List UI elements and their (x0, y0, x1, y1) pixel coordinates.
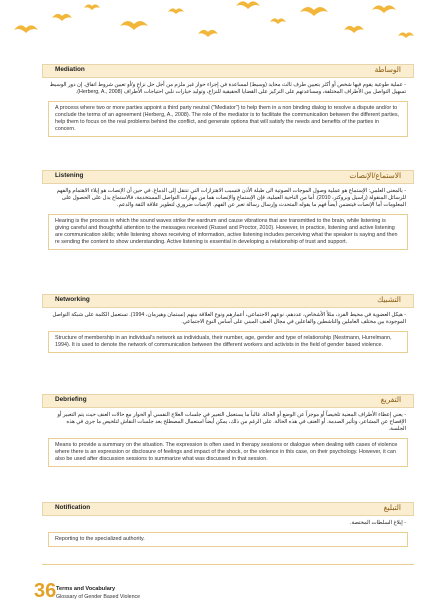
entry-body-ar: - بالمعنى العلمي: الإستماع هو عملية وصول الموجات الصوتية الى طبلة الأذن فتسبب الاهتزازات التي تنتقل إلى الدماغ. في حين أن الإنصات هو إيلاء الاهتمام والفهم للرسائل المنقولة (راسيل وبروكتر، 2010). أما من الناحية العملية، فإن الإستماع والإنصات هما من مهارات التواصل المستخدمة، فالاستماع يدل على الحصول على المعلومات أما الإنصات فيتضمن أيضاً فهم ما يقوله المتحدث وإرسال رسالة تعبر عن الفهم. الإنصات ضروري لتطوير علاقة الثقة والدعم. (56, 188, 406, 208)
entry-body-en: A process where two or more parties appoint a third party neutral ("Mediator") to help them in a non binding dialog to resolve a dispute and/or to conclude the terms of an agreement (Herberg, A., 2008). The role of the mediator is to facilitate the communication between the different parties, help them to focus on the real problems behind the conflict, and generate options that will satisfy the needs and benefits of the parties in concern. (48, 101, 408, 137)
glossary-entry-listening (42, 170, 414, 250)
entry-title-en: Notification (55, 504, 91, 511)
birds-decoration (0, 0, 424, 62)
footer-title: Terms and Vocabulary (56, 586, 116, 592)
bottom-rule (42, 564, 414, 565)
entry-title-ar: الاستماع/الإنصات (349, 171, 401, 180)
entry-header (42, 64, 414, 78)
entry-title-en: Networking (55, 296, 90, 303)
entry-title-en: Debriefing (55, 396, 87, 403)
entry-title-ar: الوساطة (374, 65, 401, 74)
entry-body-ar: - إبلاغ السلطات المختصة. (349, 520, 406, 526)
entry-header (42, 294, 414, 308)
entry-title-en: Mediation (55, 66, 85, 73)
glossary-entry-networking (42, 294, 414, 353)
footer-subtitle: Glossary of Gender Based Violence (56, 594, 141, 600)
glossary-entry-mediation (42, 64, 414, 137)
entry-body-en: Structure of membership in an individual's network as individuals, their number, age, gender and type of relationship (Nestmann, Hurrelmann, 1994). It is used to denote the network of communication between the different workers and activists in the field of gender based violence. (48, 331, 408, 353)
page-number: 36 (34, 580, 57, 602)
entry-title-en: Listening (55, 172, 84, 179)
entry-body-ar: - عملية طوعية يقوم فيها شخص أو أكثر بتعيين طرف ثالث محايد (وسيط) لمساعدة في إجراء حوار غير ملزم من أجل حل نزاع و/أو تعيين شروط اتفاق. إن دور الوسيط تسهيل التواصل بين الأطراف المختلفة، ومساعدتهم على التركيز على القضايا الحقيقية للنزاع، وتوليد خيارات تلبي احتياجات الأطراف (Herberg, A., 2008). (49, 82, 406, 95)
glossary-entry-notification (42, 502, 414, 547)
entry-body-en: Hearing is the process in which the sound waves strike the eardrum and cause vibrations that are transmitted to the brain, while listening is giving careful and thoughtful attention to the messages received (Russel and Proctor, 2010). However, in practice, listening and active listening are communication skills; while listening shows receiving of information, active listening includes perceiving what the speaker is saying and then re sending the content to show understanding. Active listening is essential in developing a relationship of trust and support. (48, 214, 408, 250)
entry-title-ar: التفريغ (380, 395, 401, 404)
entry-title-ar: التبليغ (383, 503, 401, 512)
glossary-entry-debriefing (42, 394, 414, 467)
entry-header (42, 170, 414, 184)
entry-title-ar: التشبيك (377, 295, 401, 304)
entry-body-ar: - هيكل العضوية في محيط الفرد، مثلاً الأشخاص، عددهم، نوعهم الاجتماعي، أعمارهم ونوع العلاقة بينهم (نستمان وهيرمان، 1994). تستعمل الكلمة على شبكة التواصل الموجودة بين مختلف العاملين والناشطين والفاعلين في مجال العنف المبني على أساس النوع الاجتماعي. (52, 312, 406, 325)
entry-header (42, 502, 414, 516)
entry-body-ar: - يعني إعطاء الأطراف المعنية تلخيصاً أو موجزاً عن الوضع أو الحالة. غالباً ما يستعمل التعبير في جلسات العلاج النفسي أو الحوار مع حالات العنف حيث يتم التعبير أو الإفصاح عن المشاعر، وتأثير الصدمة. أو العنف في هذه الحالة. على الرغم من ذلك، يمكن أيضاً استعمال المصطلح بعد جلسات النقاش لتلخيص ما جرى في هذه الجلسة. (57, 412, 406, 432)
entry-body-en: Reporting to the specialized authority. (48, 532, 408, 547)
entry-header (42, 394, 414, 408)
entry-body-en: Means to provide a summary on the situation. The expression is often used in therapy sessions or dialogue when dealing with cases of violence where there is an expression or disclosure of feelings and impact of the shock, or the violence in this case, on their psychology. However, it can also be used after discussion sessions to summarize what was discussed in that session. (48, 438, 408, 467)
